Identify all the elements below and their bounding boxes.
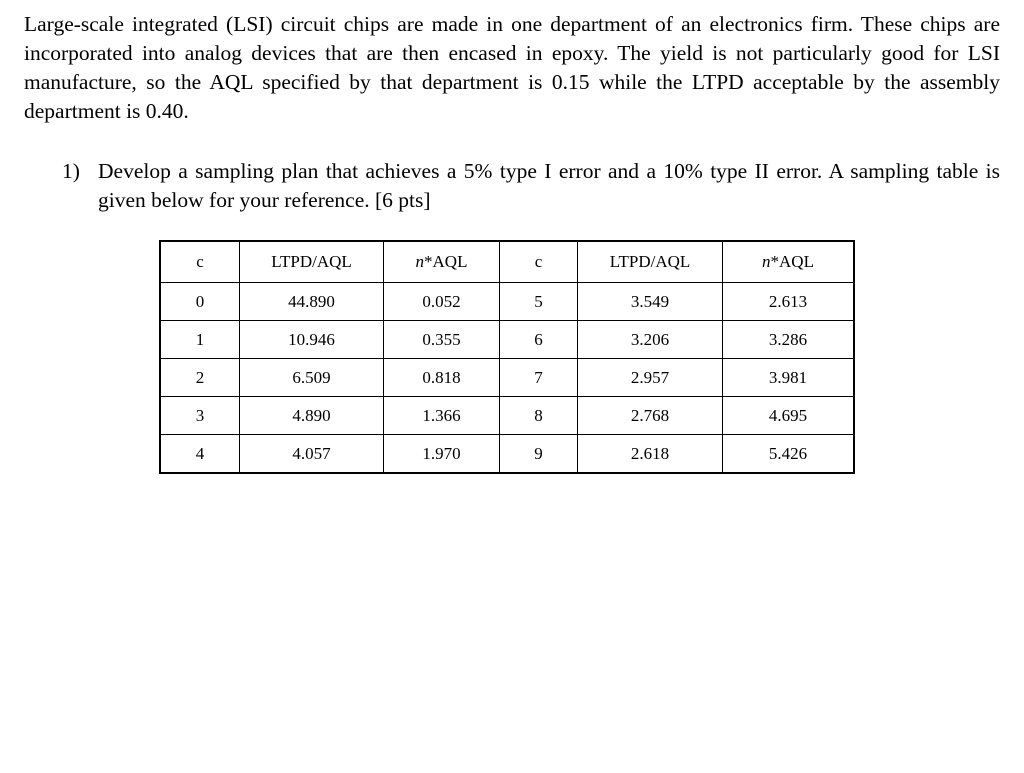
table-row: [160, 359, 854, 397]
cell-c-left: 3: [160, 397, 240, 435]
header-naql-right: [723, 241, 855, 283]
cell-c-left: 1: [160, 321, 240, 359]
table-row: [160, 321, 854, 359]
question-1: [62, 157, 1000, 215]
cell-ratio-right: 2.618: [578, 435, 723, 474]
cell-naql-left: 0.818: [384, 359, 500, 397]
cell-ratio-right: 3.549: [578, 283, 723, 321]
cell-ratio-left: 44.890: [240, 283, 384, 321]
cell-naql-right: 2.613: [723, 283, 855, 321]
cell-ratio-right: 2.957: [578, 359, 723, 397]
cell-naql-left: 0.052: [384, 283, 500, 321]
header-aql-left: *AQL: [424, 252, 468, 271]
question-text: Develop a sampling plan that achieves a 5% type I error and a 10% type II error. A sampling table is given below for your reference. [6 pts]: [98, 159, 1000, 212]
table-row: [160, 283, 854, 321]
cell-naql-right: 4.695: [723, 397, 855, 435]
header-naql-left: [384, 241, 500, 283]
cell-naql-left: 1.366: [384, 397, 500, 435]
cell-ratio-left: 10.946: [240, 321, 384, 359]
cell-c-right: 5: [500, 283, 578, 321]
problem-intro: Large-scale integrated (LSI) circuit chips are made in one department of an electronics firm. These chips are incorporated into analog devices that are then encased in epoxy. The yield is not particularly good for LSI manufacture, so the AQL specified by that department is 0.15 while the LTPD acceptable by the assembly department is 0.40.: [24, 12, 1000, 123]
cell-naql-right: 3.286: [723, 321, 855, 359]
cell-ratio-left: 4.057: [240, 435, 384, 474]
header-aql-right: *AQL: [770, 252, 814, 271]
question-number: 1): [62, 159, 80, 183]
table-row: [160, 397, 854, 435]
header-ratio-left: LTPD/AQL: [240, 241, 384, 283]
cell-naql-right: 5.426: [723, 435, 855, 474]
cell-c-right: 6: [500, 321, 578, 359]
header-n-var-right: n: [762, 252, 771, 271]
cell-ratio-right: 2.768: [578, 397, 723, 435]
table-row: [160, 435, 854, 474]
document-page: [24, 10, 1000, 463]
cell-ratio-left: 4.890: [240, 397, 384, 435]
cell-c-right: 7: [500, 359, 578, 397]
cell-ratio-left: 6.509: [240, 359, 384, 397]
sampling-table: [159, 240, 855, 474]
header-c-left: c: [160, 241, 240, 283]
header-n-var-left: n: [415, 252, 425, 271]
cell-c-left: 4: [160, 435, 240, 474]
cell-c-left: 0: [160, 283, 240, 321]
cell-c-right: 9: [500, 435, 578, 474]
cell-naql-left: 0.355: [384, 321, 500, 359]
cell-c-left: 2: [160, 359, 240, 397]
cell-c-right: 8: [500, 397, 578, 435]
cell-naql-left: 1.970: [384, 435, 500, 474]
table-header-row: [160, 241, 854, 283]
header-ratio-right: LTPD/AQL: [578, 241, 723, 283]
cell-ratio-right: 3.206: [578, 321, 723, 359]
header-c-right: c: [500, 241, 578, 283]
cell-naql-right: 3.981: [723, 359, 855, 397]
